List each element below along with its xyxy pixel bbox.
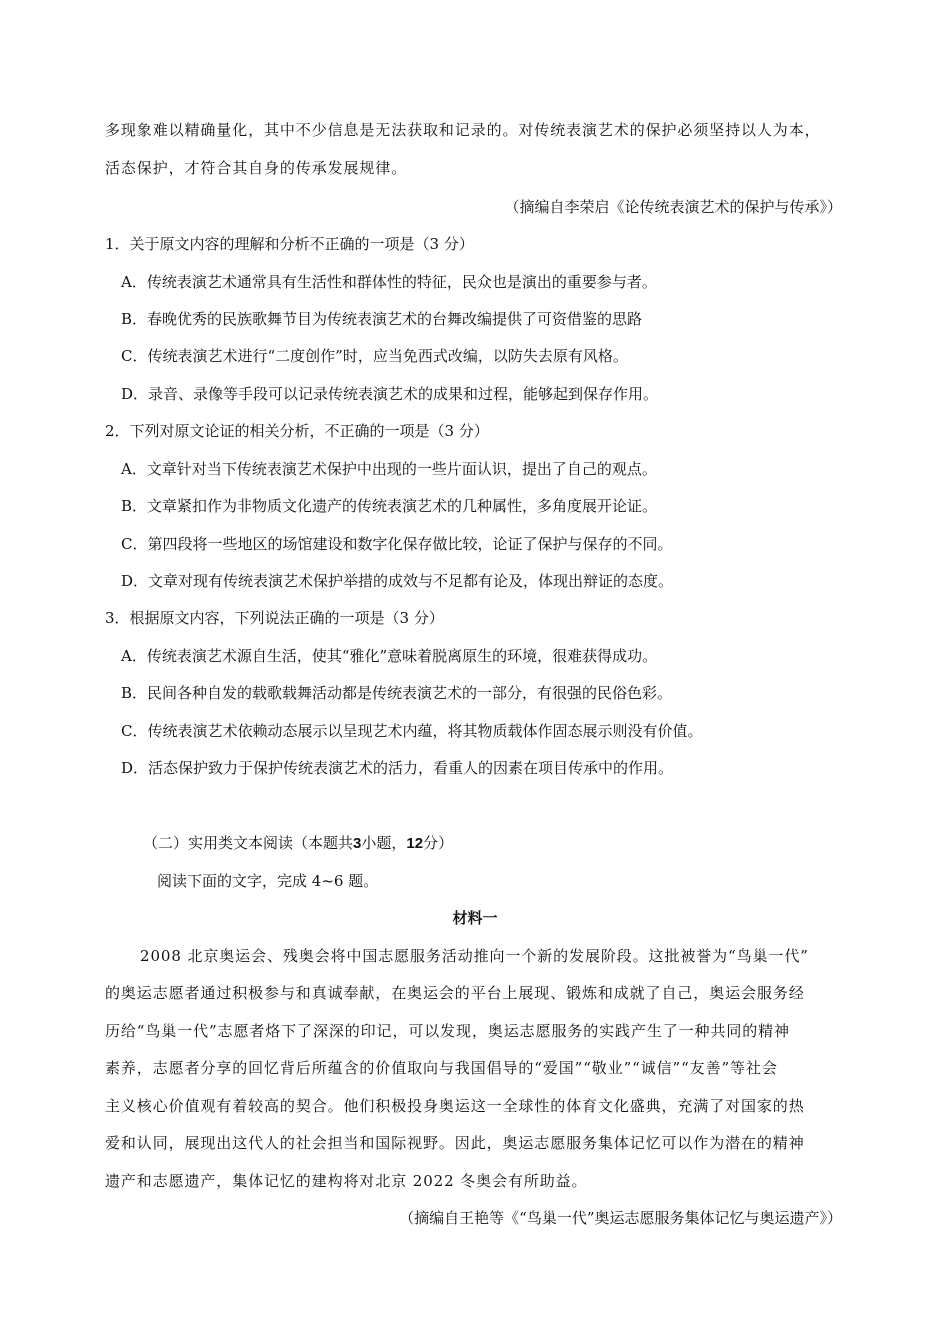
- question-3-option-c: C．传统表演艺术依赖动态展示以呈现艺术内蕴，将其物质载体作固态展示则没有价值。: [121, 722, 703, 740]
- passage-line: 活态保护，才符合其自身的传承发展规律。: [105, 159, 408, 177]
- section-score: 12: [406, 835, 424, 852]
- question-1-option-c: C．传统表演艺术进行“二度创作”时，应当免西式改编，以防失去原有风格。: [121, 347, 628, 365]
- question-3-option-a: A．传统表演艺术源自生活，使其“雅化”意味着脱离原生的环境，很难获得成功。: [121, 647, 658, 665]
- question-1-option-d: D．录音、录像等手段可以记录传统表演艺术的成果和过程，能够起到保存作用。: [121, 385, 659, 403]
- question-1-stem: 1．关于原文内容的理解和分析不正确的一项是（3 分）: [105, 235, 474, 253]
- question-2-option-d: D．文章对现有传统表演艺术保护举措的成效与不足都有论及，体现出辩证的态度。: [121, 572, 674, 590]
- material-line: 历给“鸟巢一代”志愿者烙下了深深的印记，可以发现，奥运志愿服务的实践产生了一种共同的精神: [105, 1022, 790, 1040]
- question-2-option-c: C．第四段将一些地区的场馆建设和数字化保存做比较，论证了保护与保存的不同。: [121, 535, 673, 553]
- section-question-count: 3: [353, 835, 362, 852]
- section-heading-suffix: 分）: [423, 834, 454, 852]
- material-line: 的奥运志愿者通过积极参与和真诚奉献，在奥运会的平台上展现、锻炼和成就了自己，奥运会服务经: [105, 984, 805, 1002]
- question-1-option-a: A．传统表演艺术通常具有生活性和群体性的特征，民众也是演出的重要参与者。: [121, 273, 657, 291]
- material-line: 素养，志愿者分享的回忆背后所蕴含的价值取向与我国倡导的“爱国”“敬业”“诚信”“友善”等社会: [105, 1059, 778, 1077]
- question-2-stem: 2．下列对原文论证的相关分析，不正确的一项是（3 分）: [105, 422, 489, 440]
- question-1-option-b: B．春晚优秀的民族歌舞节目为传统表演艺术的台舞改编提供了可资借鉴的思路: [121, 310, 643, 328]
- question-3-option-b: B．民间各种自发的载歌载舞活动都是传统表演艺术的一部分，有很强的民俗色彩。: [121, 684, 673, 702]
- question-3-stem: 3．根据原文内容，下列说法正确的一项是（3 分）: [105, 609, 444, 627]
- section-heading: [143, 833, 453, 854]
- question-2-option-b: B．文章紧扣作为非物质文化遗产的传统表演艺术的几种属性，多角度展开论证。: [121, 497, 658, 515]
- passage-source: （摘编自李荣启《论传统表演艺术的保护与传承》）: [504, 198, 842, 216]
- section-heading-prefix: （二）实用类文本阅读（本题共: [143, 834, 354, 852]
- question-3-option-d: D．活态保护致力于保护传统表演艺术的活力，看重人的因素在项目传承中的作用。: [121, 759, 674, 777]
- section-heading-mid: 小题，: [361, 834, 407, 852]
- question-2-option-a: A．文章针对当下传统表演艺术保护中出现的一些片面认识，提出了自己的观点。: [121, 460, 657, 478]
- material-line: 2008 北京奥运会、残奥会将中国志愿服务活动推向一个新的发展阶段。这批被誉为“鸟巢一代”: [140, 947, 809, 965]
- material-line: 主义核心价值观有着较高的契合。他们积极投身奥运这一全球性的体育文化盛典，充满了对国家的热: [105, 1097, 805, 1115]
- material-source: （摘编自王艳等《“鸟巢一代”奥运志愿服务集体记忆与奥运遗产》）: [399, 1209, 842, 1227]
- material-title: 材料一: [452, 909, 498, 927]
- passage-line: 多现象难以精确量化，其中不少信息是无法获取和记录的。对传统表演艺术的保护必须坚持以人为本，: [105, 121, 821, 139]
- section-instruction: 阅读下面的文字，完成 4~6 题。: [157, 872, 379, 890]
- material-line: 遗产和志愿遗产，集体记忆的建构将对北京 2022 冬奥会有所助益。: [105, 1172, 588, 1190]
- material-line: 爱和认同，展现出这代人的社会担当和国际视野。因此，奥运志愿服务集体记忆可以作为潜在的精神: [105, 1134, 805, 1152]
